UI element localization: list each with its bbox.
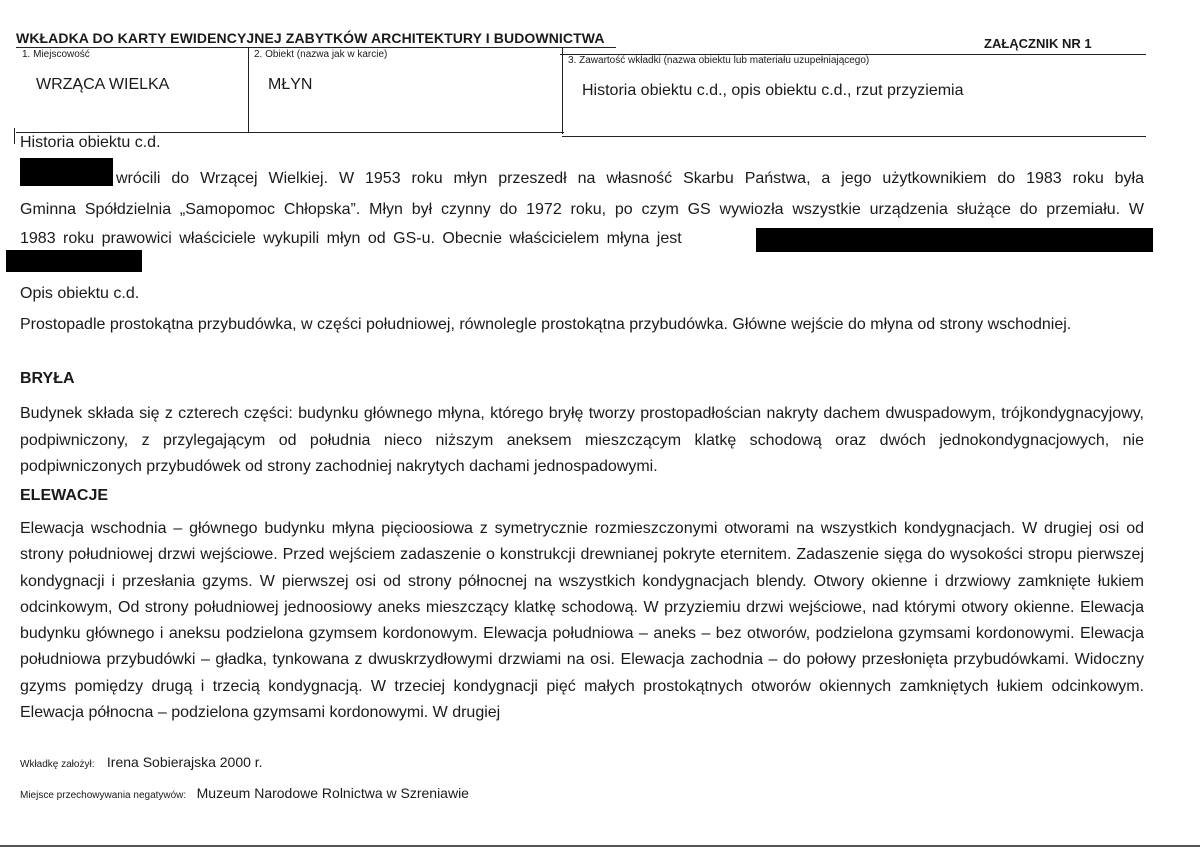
fields-bottom-rule-left xyxy=(16,132,564,133)
description-heading: Opis obiektu c.d. xyxy=(20,285,140,302)
elewacje-text: Elewacja wschodnia – głównego budynku młyna pięcioosiowa z symetrycznie rozmieszczonymi otworami na wszystkich kondygnacjach. W drugiej osi od strony południowej drzwi wejściowe. Przed wejściem zadaszenie o konstrukcji drewnianej pokryte eternitem. Zadaszenie sięga do wysokości stropu pierwszej kondygnacji i przesłania gzyms. W pierwszej osi od strony północnej na wszystkich kondygnacjach blendy. Otwory okienne i drzwiowy zamknięte łukiem odcinkowym, Od strony południowej jednoosiowy aneks mieszczący klatkę schodową. W przyziemiu drzwi wejściowe, nad którymi otwory okienne. Elewacja budynku głównego i aneksu podzielona gzymsem kordonowym. Elewacja południowa – aneks – bez otworów, podzielona gzymsami kordonowymi. Elewacja południowa przybudówki – gładka, tynkowana z dwuskrzydłowymi drzwiami na osi. Elewacja zachodnia – do połowy przesłonięta przybudówkami. Widoczny gzyms pomiędzy drugą i trzecią kondygnacją. W trzeciej kondygnacji pięć małych prostokątnych otworów okiennych zamkniętych łukiem odcinkowym. Elewacja północna – podzielona gzymsami kordonowymi. W drugiej xyxy=(20,520,1144,722)
field-3-label: 3. Zawartość wkładki (nazwa obiektu lub materiału uzupełniającego) xyxy=(568,55,870,66)
description-text: Prostopadle prostokątna przybudówka, w części południowej, równolegle prostokątna przybudówka. Główne wejście do młyna od strony wschodniej. xyxy=(20,316,1072,333)
history-heading: Historia obiektu c.d. xyxy=(20,134,161,151)
storage-value: Muzeum Narodowe Rolnictwa w Szreniawie xyxy=(196,785,469,801)
history-line-1: wrócili do Wrzącej Wielkiej. W 1953 roku młyn przeszedł na własność Skarbu Państwa, a jego użytkownikiem do 1983 roku była xyxy=(116,170,1144,187)
field-3-value: Historia obiektu c.d., opis obiektu c.d., rzut przyziemia xyxy=(582,82,964,99)
field-divider-2 xyxy=(562,48,563,134)
elewacje-heading: ELEWACJE xyxy=(20,487,109,504)
attachment-number: ZAŁĄCZNIK NR 1 xyxy=(984,36,1092,51)
left-margin-tick xyxy=(14,128,15,144)
page-bottom-edge xyxy=(0,845,1200,847)
header-rule xyxy=(16,47,616,48)
author-value: Irena Sobierajska 2000 r. xyxy=(106,754,263,770)
bryla-text: Budynek składa się z czterech części: budynku głównego młyna, którego bryłę tworzy prostopadłościan nakryty dachem dwuspadowym, trójkondygnacyjowy, podpiwniczony, z przylegającym od południa nieco niższym aneksem mieszczącym klatkę schodową oraz dwóch jednokondygnacjowych, nie podpiwniczonych przybudówek od strony zachodniej nakrytych dachami jednospadowymi. xyxy=(20,405,1144,475)
history-line-3: 1983 roku prawowici właściciele wykupili młyn od GS-u. Obecnie właścicielem młyna jest xyxy=(20,230,682,247)
storage-label: Miejsce przechowywania negatywów: xyxy=(20,790,187,801)
history-line-2: Gminna Spółdzielnia „Samopomoc Chłopska”. Młyn był czynny do 1972 roku, po czym GS wywiozła wszystkie urządzenia służące do przemiału. W xyxy=(20,201,1144,218)
redaction-block xyxy=(756,228,1153,252)
storage-row xyxy=(20,785,469,803)
document-title: WKŁADKA DO KARTY EWIDENCYJNEJ ZABYTKÓW ARCHITEKTURY I BUDOWNICTWA xyxy=(16,30,605,46)
field-2-value: MŁYN xyxy=(268,76,313,93)
author-row xyxy=(20,754,263,772)
redaction-block xyxy=(20,158,113,186)
redaction-block xyxy=(6,250,142,272)
fields-bottom-rule-right xyxy=(562,136,1146,137)
field-divider-1 xyxy=(248,48,249,132)
field-1-value: WRZĄCA WIELKA xyxy=(36,76,170,93)
bryla-heading: BRYŁA xyxy=(20,370,75,387)
field-1-label: 1. Miejscowość xyxy=(22,49,90,60)
field-2-label: 2. Obiekt (nazwa jak w karcie) xyxy=(254,49,388,60)
author-label: Wkładkę założył: xyxy=(20,759,95,770)
